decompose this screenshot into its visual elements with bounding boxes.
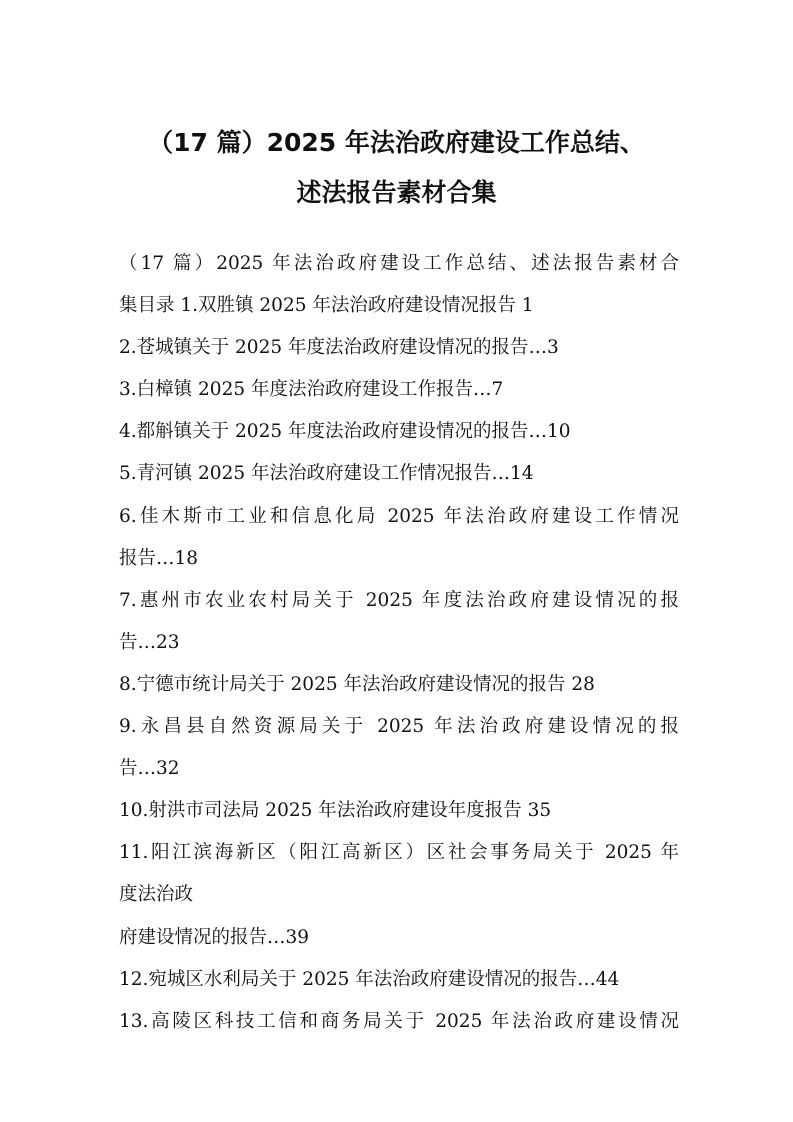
title-line-1: （17 篇）2025 年法治政府建设工作总结、 [148, 128, 645, 157]
toc-line: 4.都斛镇关于 2025 年度法治政府建设情况的报告…10 [119, 421, 571, 443]
toc-line: 报告…18 [119, 547, 199, 569]
toc-line: 12.宛城区水利局关于 2025 年法治政府建设情况的报告…44 [119, 968, 620, 990]
toc-line: （17 篇）2025 年法治政府建设工作总结、述法报告素材合 [119, 253, 679, 274]
toc-line: 11.阳江滨海新区（阳江高新区）区社会事务局关于 2025 年 [119, 842, 679, 864]
toc-line: 度法治政 [119, 884, 194, 906]
toc-line: 6.佳木斯市工业和信息化局 2025 年法治政府建设工作情况 [119, 505, 679, 527]
toc-line: 集目录 1.双胜镇 2025 年法治政府建设情况报告 1 [119, 295, 534, 317]
toc-line: 告…23 [119, 631, 180, 653]
table-of-contents [119, 243, 679, 1043]
title-line-2: 述法报告素材合集 [296, 178, 497, 207]
document-title [100, 118, 693, 218]
toc-line: 7.惠州市农业农村局关于 2025 年度法治政府建设情况的报 [119, 589, 679, 611]
toc-line: 8.宁德市统计局关于 2025 年法治政府建设情况的报告 28 [119, 673, 595, 695]
toc-line: 告…32 [119, 758, 180, 780]
toc-line: 9.永昌县自然资源局关于 2025 年法治政府建设情况的报 [119, 716, 679, 738]
toc-line: 府建设情况的报告…39 [119, 926, 310, 948]
toc-line: 5.青河镇 2025 年法治政府建设工作情况报告…14 [119, 463, 534, 485]
toc-line: 2.苍城镇关于 2025 年度法治政府建设情况的报告…3 [119, 337, 559, 359]
toc-line: 13.高陵区科技工信和商务局关于 2025 年法治政府建设情况 [119, 1010, 679, 1032]
toc-line: 3.白樟镇 2025 年度法治政府建设工作报告…7 [119, 379, 504, 401]
toc-line: 10.射洪市司法局 2025 年法治政府建设年度报告 35 [119, 800, 552, 822]
